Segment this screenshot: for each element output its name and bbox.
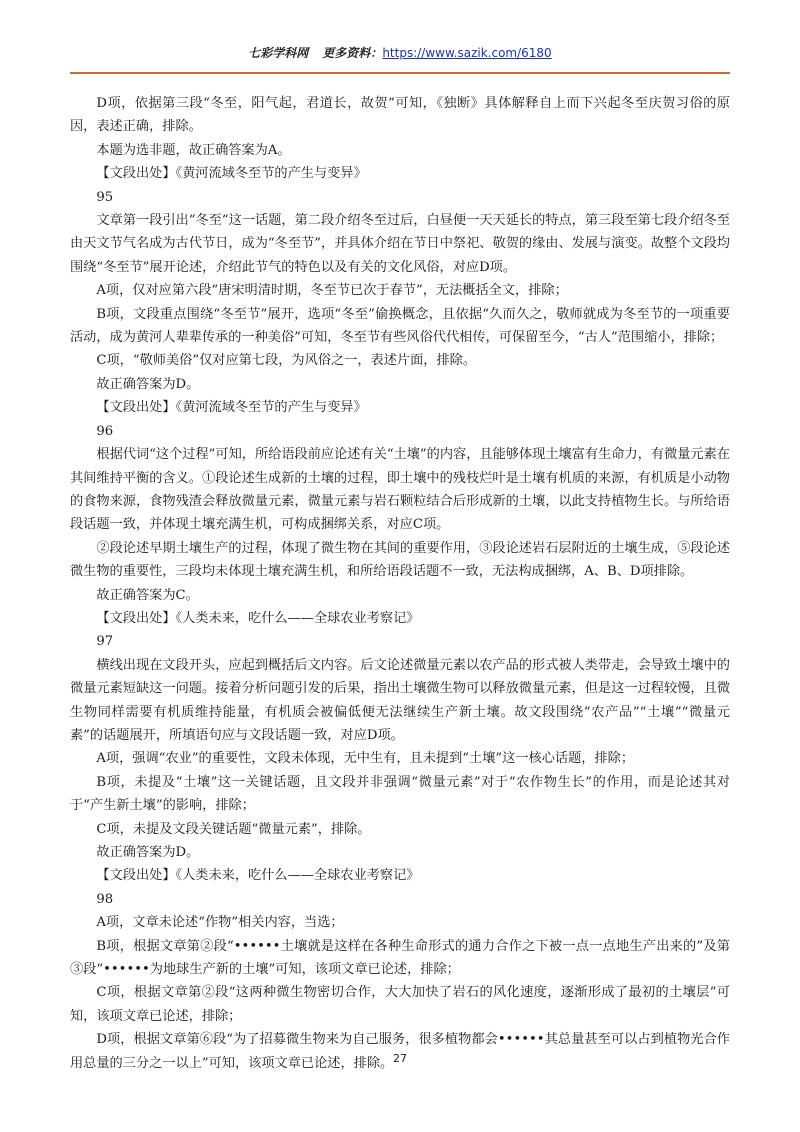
paragraph: B项，根据文章第②段“••••••土壤就是这样在各种生命形式的通力合作之下被一点一点地生产出来的”及第③段“••••••为地球生产新的土壤”可知，该项文章已论述，排除； [70, 938, 730, 978]
paragraph: 本题为选非题，故正确答案为A。 [96, 142, 291, 158]
paragraph: 【文段出处】《人类未来，吃什么——全球农业考察记》 [96, 868, 420, 884]
paragraph: C项，未提及文段关键话题“微量元素”，排除。 [96, 821, 371, 837]
paragraph: 横线出现在文段开头，应起到概括后文内容。后文论述微量元素以农产品的形式被人类带走，会导致土壤中的微量元素短缺这一问题。接着分析问题引发的后果，指出土壤微生物可以释放微量元素，但是这一过程较慢，且微生物同样需要有机质维持能量，有机质会被偏低便无法继续生产新土壤。故文段围绕“农产品”“土壤”“微量元素”的话题展开，所填语句应与文段话题一致，对应D项。 [70, 657, 730, 743]
paragraph: 文章第一段引出“冬至”这一话题，第二段介绍冬至过后，白昼便一天天延长的特点，第三段至第七段介绍冬至由天文节气名成为古代节日，成为“冬至节”，并具体介绍在节日中祭祀、敬贺的缘由、发展与演变。故整个文段均围绕“冬至节”展开论述，介绍此节气的特色以及有关的文化风俗，对应D项。 [70, 213, 730, 275]
header-site-name: 七彩学科网 [248, 46, 309, 60]
question-number: 95 [96, 189, 114, 205]
paragraph: 【文段出处】《黄河流域冬至节的产生与变异》 [96, 166, 367, 182]
paragraph: D项，根据文章第⑥段“为了招募微生物来为自己服务，很多植物都会••••••其总量甚至可以占到植物光合作用总量的三分之一以上”可知，该项文章已论述，排除。 [70, 1032, 730, 1071]
paragraph: 【文段出处】《黄河流域冬至节的产生与变异》 [96, 400, 367, 416]
header-divider [70, 72, 730, 74]
paragraph: 根据代词“这个过程”可知，所给语段前应论述有关“土壤”的内容，且能够体现土壤富有生命力，有微量元素在其间维持平衡的含义。①段论述生成新的土壤的过程，即土壤中的残枝烂叶是土壤有机质的来源，有机质是小动物的食物来源，食物残渣会释放微量元素，微量元素与岩石颗粒结合后形成新的土壤，以此支持植物生长。与所给语段话题一致，并体现土壤充满生机，可构成捆绑关系，对应C项。 [70, 447, 730, 533]
paragraph: 【文段出处】《人类未来，吃什么——全球农业考察记》 [96, 610, 420, 626]
header-link[interactable]: https://www.sazik.com/6180 [382, 46, 552, 60]
paragraph: A项，强调“农业”的重要性，文段未体现，无中生有，且未提到“土壤”这一核心话题，排除； [96, 751, 635, 767]
paragraph: A项，文章未论述“作物”相关内容，当选； [96, 915, 344, 931]
paragraph: B项，文段重点围绕“冬至节”展开，选项“冬至”偷换概念，且依据“久而久之，敬师就成为冬至节的一项重要活动，成为黄河人辈辈传承的一种美俗”可知，冬至节有些风俗代代相传，可保留至今，“古人”范围缩小，排除； [70, 306, 730, 346]
paragraph: C项，根据文章第②段“这两种微生物密切合作，大大加快了岩石的风化速度，逐渐形成了最初的土壤层”可知，该项文章已论述，排除； [70, 985, 730, 1024]
paragraph: D项，依据第三段“冬至，阳气起，君道长，故贺”可知，《独断》具体解释自上而下兴起冬至庆贺习俗的原因，表述正确，排除。 [70, 96, 730, 135]
question-number: 96 [96, 423, 114, 439]
paragraph: ②段论述早期土壤生产的过程，体现了微生物在其间的重要作用，③段论述岩石层附近的土壤生成，⑤段论述微生物的重要性，三段均未体现土壤充满生机，和所给语段话题不一致，无法构成捆绑，A、B、D项排除。 [70, 540, 730, 580]
paragraph: 故正确答案为C。 [96, 587, 199, 603]
paragraph: 故正确答案为D。 [96, 376, 200, 392]
paragraph: A项，仅对应第六段“唐宋明清时期，冬至节已次于春节”，无法概括全文，排除； [96, 283, 568, 299]
header-more-label: 更多资料： [322, 46, 383, 60]
paragraph: C项，“敬师美俗”仅对应第七段，为风俗之一，表述片面，排除。 [96, 353, 477, 369]
question-number: 98 [96, 891, 114, 907]
page-number: 27 [393, 1052, 407, 1065]
page-header [70, 44, 730, 68]
paragraph: 故正确答案为D。 [96, 845, 200, 860]
document-body [70, 92, 730, 1075]
question-number: 97 [96, 634, 114, 650]
paragraph: B项，未提及“土壤”这一关键话题，且文段并非强调“微量元素”对于“农作物生长”的作用，而是论述其对于“产生新土壤”的影响，排除； [70, 774, 730, 814]
